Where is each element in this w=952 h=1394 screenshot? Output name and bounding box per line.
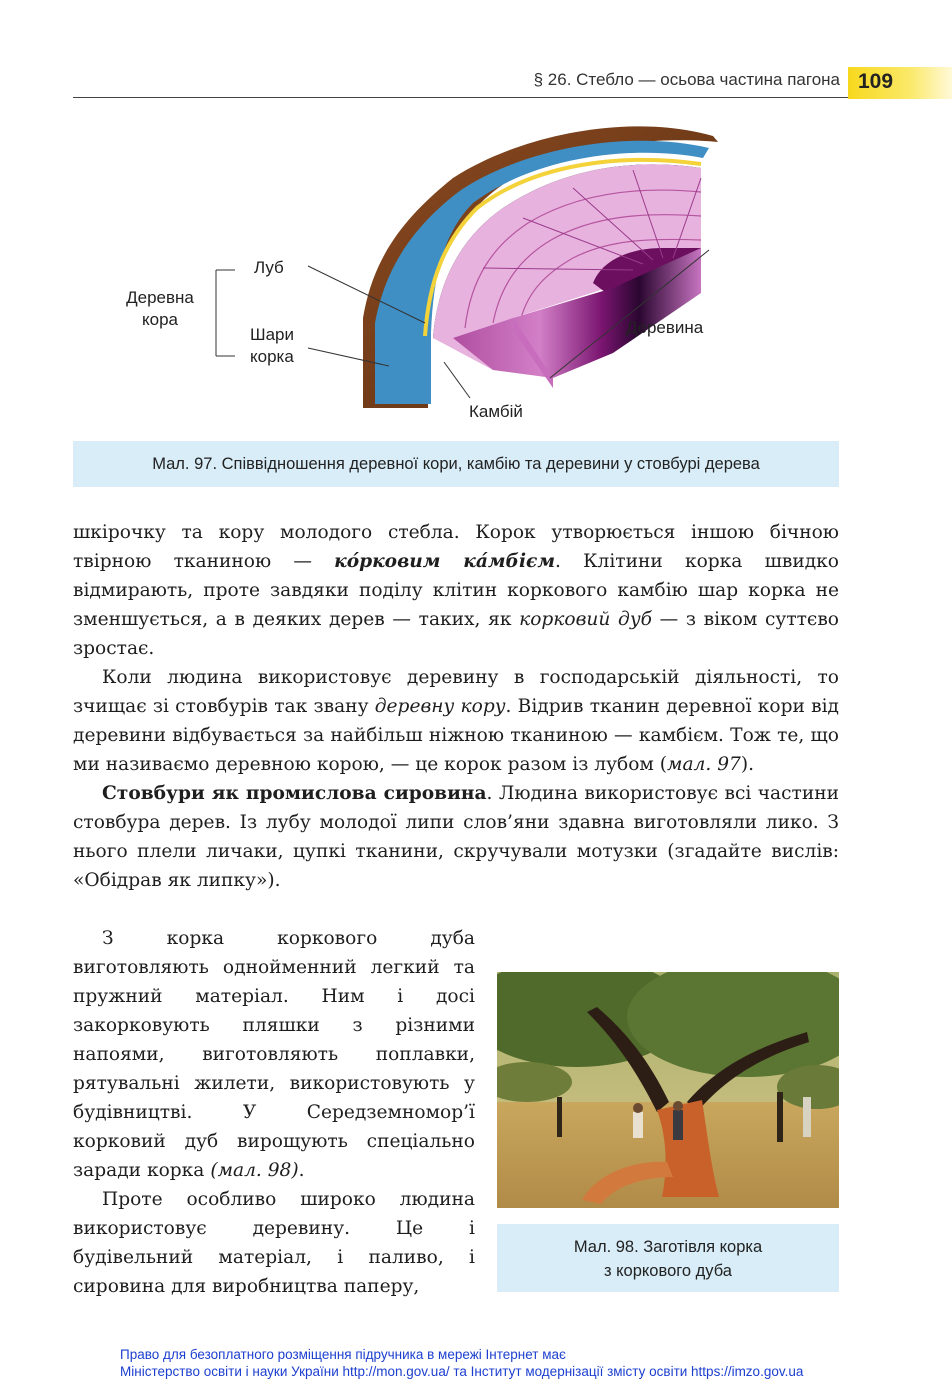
label-cambium: Камбій <box>469 402 523 421</box>
narrow-text-block <box>73 924 475 1301</box>
page-number: 109 <box>858 70 894 93</box>
label-bark: Деревна кора <box>126 288 194 329</box>
paragraph-4: З корка коркового дуба виготовляють однойменний легкий та пружний матеріал. Ним і досі закорковують пляшки з різними напоями, виготовляють поплавки, рятувальні жилети, використовують у будівництві. У Середземномор’ї корковий дуб вирощують спеціально заради корка (мал. 98). <box>73 928 475 1181</box>
figure-98-caption-line-2: з коркового дуба <box>604 1262 732 1280</box>
label-cork-layers: Шари корка <box>250 325 294 366</box>
cork-oak-harvest-photo <box>497 972 839 1208</box>
paragraph-2: Коли людина використовує деревину в господарській діяльності, то зчищає зі стовбурів так звану деревну кору. Відрив тканин деревної кори від деревини відбувається за найбільш ніжною тканиною — камбієм. Тож те, що ми називаємо деревною корою, — це корок разом із лубом (мал. 97). <box>73 667 839 775</box>
main-text-block <box>73 518 839 895</box>
running-head: § 26. Стебло — осьова частина пагона <box>533 70 840 89</box>
stem-cross-section-illustration <box>73 108 839 438</box>
figure-97-caption: Мал. 97. Співвідношення деревної кори, камбію та деревини у стовбурі дерева <box>73 441 839 487</box>
header-rule <box>73 97 848 98</box>
label-wood: Деревина <box>626 318 704 337</box>
footer-line-2: Міністерство освіти і науки України http://mon.gov.ua/ та Інститут модернізації змісту освіти https://imzo.gov.ua <box>120 1364 804 1379</box>
paragraph-3: Стовбури як промислова сировина. Людина використовує всі частини стовбура дерев. Із лубу молодої липи слов’яни здавна виготовляли лико. З нього плели личаки, цупкі тканини, скручували мотузки (згадайте вислів: «Обідрав як липку»). <box>73 783 839 891</box>
paragraph-5: Проте особливо широко людина використовує деревину. Це і будівельний матеріал, і паливо, і сировина для виробництва паперу, <box>73 1189 475 1297</box>
label-bast: Луб <box>254 258 284 277</box>
license-footer <box>120 1346 803 1380</box>
figure-98-caption-line-1: Мал. 98. Заготівля корка <box>573 1238 763 1256</box>
paragraph-1: шкірочку та кору молодого стебла. Корок утворюється іншою бічною твірною тканиною — ко́рковим ка́мбієм. Клітини корка швидко відмирають, проте завдяки поділу клітин коркового камбію шар корка не зменшується, а в деяких дерев — таких, як корковий дуб — з віком суттєво зростає. <box>73 522 839 659</box>
figure-98-caption <box>497 1224 839 1292</box>
footer-line-1: Право для безоплатного розміщення підручника в мережі Інтернет має <box>120 1347 566 1362</box>
